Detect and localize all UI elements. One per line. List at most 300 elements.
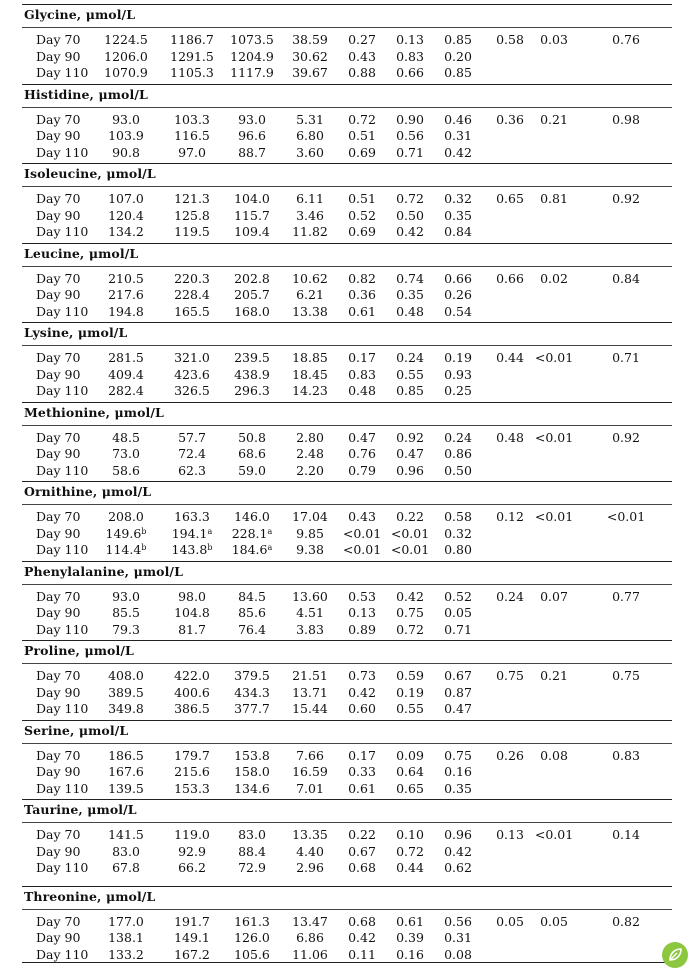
table-cell: [280, 128, 340, 144]
table-cell: [94, 827, 158, 843]
cell-value: 0.66: [444, 270, 472, 286]
cell-value: 0.36: [348, 287, 376, 302]
cell-value: 0.72: [396, 191, 424, 206]
table-cell: [338, 191, 386, 207]
section-title-rule: [22, 266, 672, 267]
cell-value: 0.39: [396, 930, 424, 945]
table-cell: [338, 860, 386, 876]
table-cell: [94, 271, 158, 287]
table-cell: [386, 112, 434, 128]
cell-value: 0.55: [396, 366, 424, 382]
table-row: [22, 764, 672, 780]
cell-value: 220.3: [174, 270, 210, 286]
table-cell: [220, 128, 284, 144]
row-label: Day 110: [36, 621, 89, 637]
table-cell: [434, 827, 482, 843]
table-cell: [220, 367, 284, 383]
cell-value: 0.66: [396, 65, 424, 80]
cell-value: 0.13: [496, 827, 524, 842]
cell-value: 0.89: [348, 621, 376, 637]
section-title-rule: [22, 504, 672, 505]
cell-value: 0.80: [444, 542, 472, 557]
table-cell: [386, 509, 434, 525]
cell-value: 81.7: [178, 621, 206, 637]
table-cell: [220, 112, 284, 128]
table-row: [22, 748, 672, 764]
table-cell: [530, 271, 578, 287]
section-title-rule: [22, 107, 672, 108]
row-label: Day 110: [36, 65, 89, 80]
cell-value: 0.35: [396, 287, 424, 302]
cell-value: 0.47: [444, 701, 472, 716]
cell-value: 349.8: [108, 701, 144, 716]
cell-value: 0.25: [444, 383, 472, 398]
table-cell: [434, 526, 482, 542]
table-cell: [338, 509, 386, 525]
section-top-rule: [22, 243, 672, 244]
table-cell: [596, 430, 656, 446]
section-title-rule: [22, 345, 672, 346]
table-cell: [488, 112, 532, 128]
table-cell: [434, 668, 482, 684]
cell-value: 139.5: [108, 780, 144, 796]
table-cell: [94, 668, 158, 684]
table-cell: [386, 860, 434, 876]
cell-value: 438.9: [234, 366, 270, 382]
cell-value: <0.01: [606, 509, 646, 524]
cell-value: 68.6: [238, 446, 266, 461]
cell-value: 282.4: [108, 383, 144, 398]
cell-value: 66.2: [178, 860, 206, 875]
section-title: Proline, μmol/L: [24, 643, 134, 658]
table-cell: [160, 271, 224, 287]
table-cell: [94, 860, 158, 876]
table-cell: [160, 685, 224, 701]
cell-value: 0.32: [444, 191, 472, 206]
table-cell: [94, 526, 158, 542]
cell-value: 0.16: [444, 764, 472, 779]
table-cell: [386, 844, 434, 860]
row-label: Day 110: [36, 780, 89, 796]
cell-value: 107.0: [108, 191, 144, 206]
cell-value: 0.16: [396, 946, 424, 962]
cell-value: 76.4: [238, 621, 266, 637]
cell-value: 0.08: [540, 747, 568, 763]
table-cell: [488, 191, 532, 207]
table-cell: [160, 947, 224, 963]
table-cell: [530, 748, 578, 764]
cell-value: 0.35: [444, 780, 472, 796]
cell-value: 0.11: [348, 946, 376, 962]
cell-value: 0.42: [348, 684, 376, 700]
section-title: Threonine, μmol/L: [24, 888, 156, 904]
cell-value: 0.68: [348, 860, 376, 875]
cell-value: 1206.0: [104, 48, 148, 64]
cell-value: 62.3: [178, 462, 206, 478]
table-cell: [488, 914, 532, 930]
cell-value: 434.3: [234, 684, 270, 700]
table-cell: [338, 446, 386, 462]
table-cell: [488, 350, 532, 366]
cell-value: 0.48: [496, 429, 524, 445]
table-bottom-rule: [22, 962, 672, 963]
table-section: [22, 398, 672, 478]
cell-value: 0.05: [540, 913, 568, 929]
cell-value: 2.20: [296, 462, 324, 478]
cell-value: 0.35: [444, 207, 472, 223]
table-cell: [338, 668, 386, 684]
table-cell: [280, 49, 340, 65]
cell-value: 79.3: [112, 621, 140, 637]
table-cell: [280, 367, 340, 383]
table-cell: [434, 748, 482, 764]
cell-value: 0.82: [348, 270, 376, 286]
row-label: Day 90: [36, 366, 81, 382]
table-cell: [160, 748, 224, 764]
row-label: Day 70: [36, 191, 81, 206]
table-row: [22, 112, 672, 128]
section-top-rule: [22, 163, 672, 164]
cell-value: 0.56: [444, 913, 472, 929]
cell-value: 104.0: [234, 191, 270, 206]
cell-value: 18.85: [292, 350, 328, 365]
section-top-rule: [22, 4, 672, 5]
table-cell: [386, 287, 434, 303]
cell-value: 13.38: [292, 303, 328, 319]
cell-value: 119.0: [174, 827, 210, 842]
table-cell: [488, 589, 532, 605]
cell-value: <0.01: [342, 542, 382, 557]
cell-value: 158.0: [234, 764, 270, 779]
section-top-rule: [22, 481, 672, 482]
cell-value: 115.7: [234, 207, 270, 223]
table-cell: [488, 827, 532, 843]
cell-value: <0.01: [534, 350, 574, 365]
cell-value: 210.5: [108, 270, 144, 286]
cell-value: 0.48: [348, 383, 376, 398]
table-cell: [596, 914, 656, 930]
cell-value: 1117.9: [230, 65, 274, 80]
table-cell: [94, 844, 158, 860]
table-cell: [94, 208, 158, 224]
section-top-rule: [22, 799, 672, 800]
table-cell: [280, 605, 340, 621]
cell-value: 0.51: [348, 191, 376, 206]
cell-value: 0.92: [612, 429, 640, 445]
cell-value: 126.0: [234, 930, 270, 945]
cell-value: 0.76: [612, 32, 640, 47]
table-cell: [596, 112, 656, 128]
table-cell: [596, 271, 656, 287]
cell-value: 217.6: [108, 287, 144, 302]
section-title-rule: [22, 425, 672, 426]
cell-value: 7.01: [296, 780, 324, 796]
cell-value: 134.2: [108, 224, 144, 239]
cell-value: 0.90: [396, 111, 424, 127]
table-cell: [434, 446, 482, 462]
cell-value: 0.62: [444, 860, 472, 875]
cell-value: 120.4: [108, 207, 144, 223]
table-cell: [434, 764, 482, 780]
cell-value: 0.83: [348, 366, 376, 382]
cell-value: 153.3: [174, 780, 210, 796]
cell-value: 13.71: [292, 684, 328, 700]
table-cell: [220, 191, 284, 207]
cell-value: 114.4: [105, 542, 142, 557]
table-cell: [434, 430, 482, 446]
row-label: Day 90: [36, 684, 81, 700]
table-cell: [280, 287, 340, 303]
table-cell: [338, 32, 386, 48]
table-cell: [94, 748, 158, 764]
section-top-rule: [22, 322, 672, 323]
table-cell: [530, 191, 578, 207]
table-cell: [280, 271, 340, 287]
cell-value: 281.5: [108, 350, 144, 365]
section-top-rule: [22, 402, 672, 403]
table-cell: [160, 914, 224, 930]
table-row: [22, 947, 672, 963]
section-title: Taurine, μmol/L: [24, 802, 137, 817]
table-section: [22, 239, 672, 319]
cell-value: 0.61: [396, 913, 424, 929]
cell-value: 0.14: [612, 827, 640, 842]
table-cell: [338, 844, 386, 860]
cell-value: 58.6: [112, 462, 140, 478]
cell-value: 0.84: [444, 224, 472, 239]
table-cell: [338, 748, 386, 764]
table-row: [22, 208, 672, 224]
table-cell: [220, 350, 284, 366]
cell-value: 186.5: [108, 747, 144, 763]
cell-value: 0.26: [496, 747, 524, 763]
cell-value: 0.13: [396, 32, 424, 47]
row-label: Day 70: [36, 668, 81, 683]
cell-value: 0.86: [444, 446, 472, 461]
cell-value: 72.9: [238, 860, 266, 875]
row-label: Day 110: [36, 701, 89, 716]
cell-value: 13.47: [292, 913, 328, 929]
cell-value: 2.48: [296, 446, 324, 461]
row-label: Day 70: [36, 32, 81, 47]
table-cell: [220, 446, 284, 462]
cell-value: 0.81: [540, 191, 568, 206]
cell-value: 0.42: [444, 144, 472, 160]
table-cell: [94, 947, 158, 963]
cell-value: 0.22: [348, 827, 376, 842]
row-label: Day 110: [36, 860, 89, 875]
cell-value: 0.84: [612, 270, 640, 286]
table-cell: [386, 748, 434, 764]
table-cell: [94, 191, 158, 207]
cell-value: 119.5: [174, 224, 210, 239]
table-row: [22, 49, 672, 65]
cell-value: 0.98: [612, 111, 640, 127]
cell-value: 0.83: [396, 48, 424, 64]
table-cell: [386, 446, 434, 462]
table-cell: [596, 668, 656, 684]
cell-value: 379.5: [234, 668, 270, 683]
table-row: [22, 32, 672, 48]
table-section: [22, 882, 672, 962]
table-cell: [386, 764, 434, 780]
table-cell: [386, 947, 434, 963]
table-cell: [160, 860, 224, 876]
table-cell: [220, 914, 284, 930]
table-cell: [280, 685, 340, 701]
cell-value: 2.96: [296, 860, 324, 875]
table-cell: [488, 748, 532, 764]
table-cell: [94, 49, 158, 65]
table-section: [22, 795, 672, 882]
table-cell: [596, 589, 656, 605]
cell-value: 50.8: [238, 429, 266, 445]
section-title-rule: [22, 822, 672, 823]
section-top-rule: [22, 720, 672, 721]
cell-value: 7.66: [296, 747, 324, 763]
cell-value: 239.5: [234, 350, 270, 365]
table-cell: [434, 914, 482, 930]
table-cell: [338, 930, 386, 946]
cell-value: 0.61: [348, 303, 376, 319]
cell-value: 0.46: [444, 111, 472, 127]
table-cell: [338, 208, 386, 224]
table-row: [22, 914, 672, 930]
cell-value: 0.88: [348, 65, 376, 80]
cell-value: 389.5: [108, 684, 144, 700]
table-cell: [220, 685, 284, 701]
cell-value: 93.0: [238, 111, 266, 127]
cell-value: 0.59: [396, 668, 424, 683]
cell-value: 296.3: [234, 383, 270, 398]
table-cell: [434, 32, 482, 48]
cell-value: 3.83: [296, 621, 324, 637]
row-label: Day 90: [36, 207, 81, 223]
cell-value: 11.06: [292, 946, 328, 962]
cell-value: 153.8: [234, 747, 270, 763]
table-cell: [596, 32, 656, 48]
table-cell: [94, 128, 158, 144]
cell-value: 0.58: [496, 32, 524, 47]
cell-value: 0.82: [612, 913, 640, 929]
table-cell: [338, 430, 386, 446]
table-cell: [160, 191, 224, 207]
cell-value: 149.1: [174, 930, 210, 945]
table-cell: [386, 930, 434, 946]
cell-value: 205.7: [234, 287, 270, 302]
section-top-rule: [22, 886, 672, 887]
table-cell: [280, 112, 340, 128]
table-cell: [160, 128, 224, 144]
table-cell: [94, 605, 158, 621]
table-row: [22, 271, 672, 287]
table-cell: [280, 844, 340, 860]
table-cell: [338, 49, 386, 65]
table-cell: [338, 112, 386, 128]
cell-value: 377.7: [234, 701, 270, 716]
cell-value: 0.50: [396, 207, 424, 223]
table-cell: [94, 32, 158, 48]
cell-value: 18.45: [292, 366, 328, 382]
table-cell: [338, 128, 386, 144]
cell-value: 0.58: [444, 509, 472, 524]
cell-value: 0.48: [396, 303, 424, 319]
cell-value: 133.2: [108, 946, 144, 962]
cell-value: 30.62: [292, 48, 328, 64]
table-cell: [386, 191, 434, 207]
cell-value: 0.53: [348, 588, 376, 604]
section-title: Ornithine, μmol/L: [24, 484, 152, 499]
cell-value: 0.43: [348, 509, 376, 524]
leaf-badge-icon: [662, 942, 688, 968]
cell-value: 0.76: [348, 446, 376, 461]
cell-value: 0.07: [540, 588, 568, 604]
cell-value: 0.75: [612, 668, 640, 683]
cell-value: 0.43: [348, 48, 376, 64]
table-cell: [280, 947, 340, 963]
table-cell: [220, 526, 284, 542]
table-cell: [94, 350, 158, 366]
cell-value: 194.1: [171, 525, 208, 541]
cell-value: 321.0: [174, 350, 210, 365]
table-cell: [94, 914, 158, 930]
cell-value: 15.44: [292, 701, 328, 716]
table-cell: [220, 287, 284, 303]
cell-value: 98.0: [178, 588, 206, 604]
table-cell: [386, 271, 434, 287]
table-cell: [488, 668, 532, 684]
table-cell: [280, 526, 340, 542]
table-cell: [434, 844, 482, 860]
table-cell: [386, 685, 434, 701]
cell-value: 191.7: [174, 913, 210, 929]
cell-value: 0.12: [496, 509, 524, 524]
cell-value: 0.26: [444, 287, 472, 302]
table-cell: [160, 49, 224, 65]
cell-value: 215.6: [174, 764, 210, 779]
table-cell: [488, 430, 532, 446]
table-cell: [338, 350, 386, 366]
table-cell: [434, 112, 482, 128]
row-label: Day 70: [36, 747, 81, 763]
table-row: [22, 668, 672, 684]
row-label: Day 90: [36, 287, 81, 302]
cell-value: 38.59: [292, 32, 328, 47]
cell-value: 408.0: [108, 668, 144, 683]
cell-value: 1224.5: [104, 32, 148, 47]
row-label: Day 90: [36, 48, 81, 64]
cell-value: 125.8: [174, 207, 210, 223]
cell-value: 0.65: [396, 780, 424, 796]
cell-value: 0.50: [444, 462, 472, 478]
cell-value: 423.6: [174, 366, 210, 382]
table-cell: [386, 49, 434, 65]
cell-value: 0.02: [540, 270, 568, 286]
table-cell: [280, 748, 340, 764]
cell-value: 0.67: [444, 668, 472, 683]
cell-value: 0.22: [396, 509, 424, 524]
table-cell: [94, 430, 158, 446]
table-row: [22, 930, 672, 946]
section-title: Histidine, μmol/L: [24, 86, 148, 102]
cell-value: 16.59: [292, 764, 328, 779]
cell-value: 202.8: [234, 270, 270, 286]
cell-value: 92.9: [178, 843, 206, 859]
section-title-rule: [22, 186, 672, 187]
table-cell: [160, 350, 224, 366]
cell-value: <0.01: [390, 542, 430, 557]
table-cell: [434, 367, 482, 383]
